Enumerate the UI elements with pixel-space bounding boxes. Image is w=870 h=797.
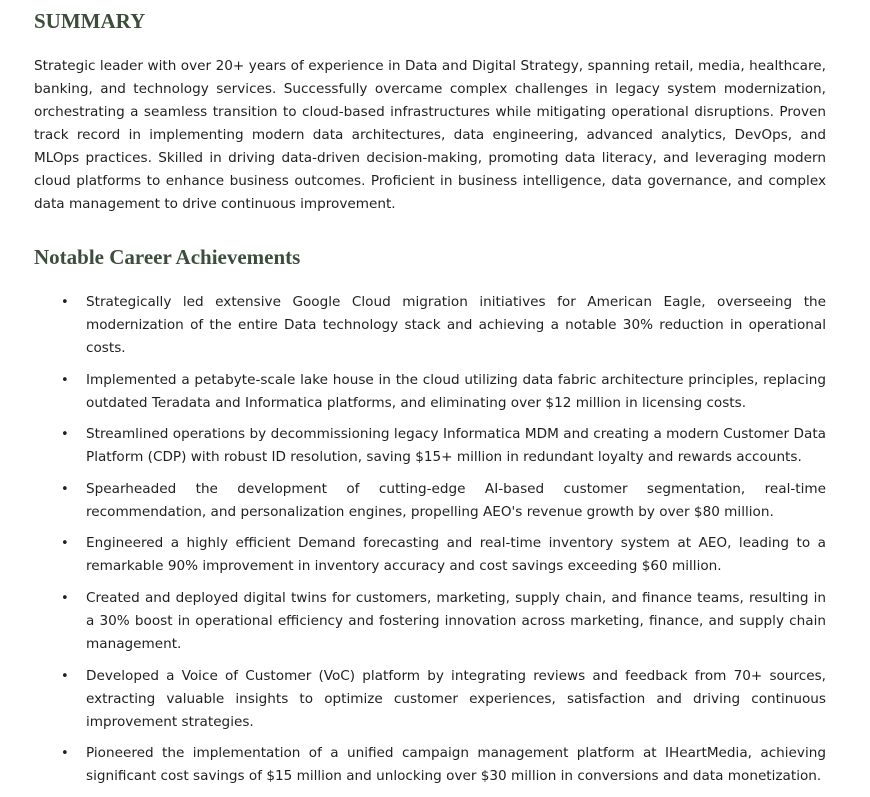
summary-heading: SUMMARY [34, 9, 146, 33]
bullet-icon: • [61, 372, 69, 388]
achievement-text: Developed a Voice of Customer (VoC) platform by integrating reviews and feedback from 70+ sources, extracting valuable insights to optimize customer experiences, satisfaction and driving continuous improvement strategies. [86, 667, 826, 730]
achievement-item [34, 587, 826, 656]
achievements-list [34, 291, 826, 797]
achievement-item [34, 369, 826, 415]
bullet-icon: • [61, 590, 69, 606]
achievement-text: Engineered a highly efficient Demand forecasting and real-time inventory system at AEO, leading to a remarkable 90% improvement in inventory accuracy and cost savings exceeding $60 million. [86, 535, 826, 575]
bullet-icon: • [61, 536, 69, 552]
achievement-item [34, 478, 826, 524]
bullet-icon: • [61, 427, 69, 443]
achievements-heading: Notable Career Achievements [34, 245, 301, 269]
achievement-text: Streamlined operations by decommissioning legacy Informatica MDM and creating a modern Customer Data Platform (CDP) with robust ID resolution, saving $15+ million in redundant loyalty and rewards accounts. [86, 426, 826, 466]
achievement-text: Spearheaded the development of cutting-edge AI-based customer segmentation, real-time recommendation, and personalization engines, propelling AEO's revenue growth by over $80 million. [86, 480, 826, 520]
achievement-text: Strategically led extensive Google Cloud migration initiatives for American Eagle, overseeing the modernization of the entire Data technology stack and achieving a notable 30% reduction in operational costs. [86, 294, 826, 356]
achievement-text: Created and deployed digital twins for customers, marketing, supply chain, and finance teams, resulting in a 30% boost in operational efficiency and fostering innovation across marketing, finance, and supply chain management. [86, 589, 826, 652]
achievement-item [34, 291, 826, 360]
achievement-item [34, 742, 826, 788]
achievement-item [34, 665, 826, 734]
achievement-text: Pioneered the implementation of a unified campaign management platform at IHeartMedia, achieving significant cost savings of $15 million and unlocking over $30 million in conversions and data monetization. [86, 745, 826, 785]
achievement-item [34, 532, 826, 578]
bullet-icon: • [61, 295, 69, 310]
bullet-icon: • [61, 668, 69, 684]
achievement-text: Implemented a petabyte-scale lake house in the cloud utilizing data fabric architecture principles, replacing outdated Teradata and Informatica platforms, and eliminating over $12 million in licensing costs. [86, 371, 826, 411]
bullet-icon: • [61, 746, 69, 762]
summary-paragraph: Strategic leader with over 20+ years of experience in Data and Digital Strategy, spanning retail, media, healthcare, banking, and technology services. Successfully overcame complex challenges in legacy system modernization, orchestrating a seamless transition to cloud-based infrastructures while mitigating operational disruptions. Proven track record in implementing modern data architectures, data engineering, advanced analytics, DevOps, and MLOps practices. Skilled in driving data-driven decision-making, promoting data literacy, and leveraging modern cloud platforms to enhance business outcomes. Proficient in business intelligence, data governance, and complex data management to drive continuous improvement. [34, 58, 826, 212]
achievement-item [34, 423, 826, 469]
bullet-icon: • [61, 481, 69, 497]
